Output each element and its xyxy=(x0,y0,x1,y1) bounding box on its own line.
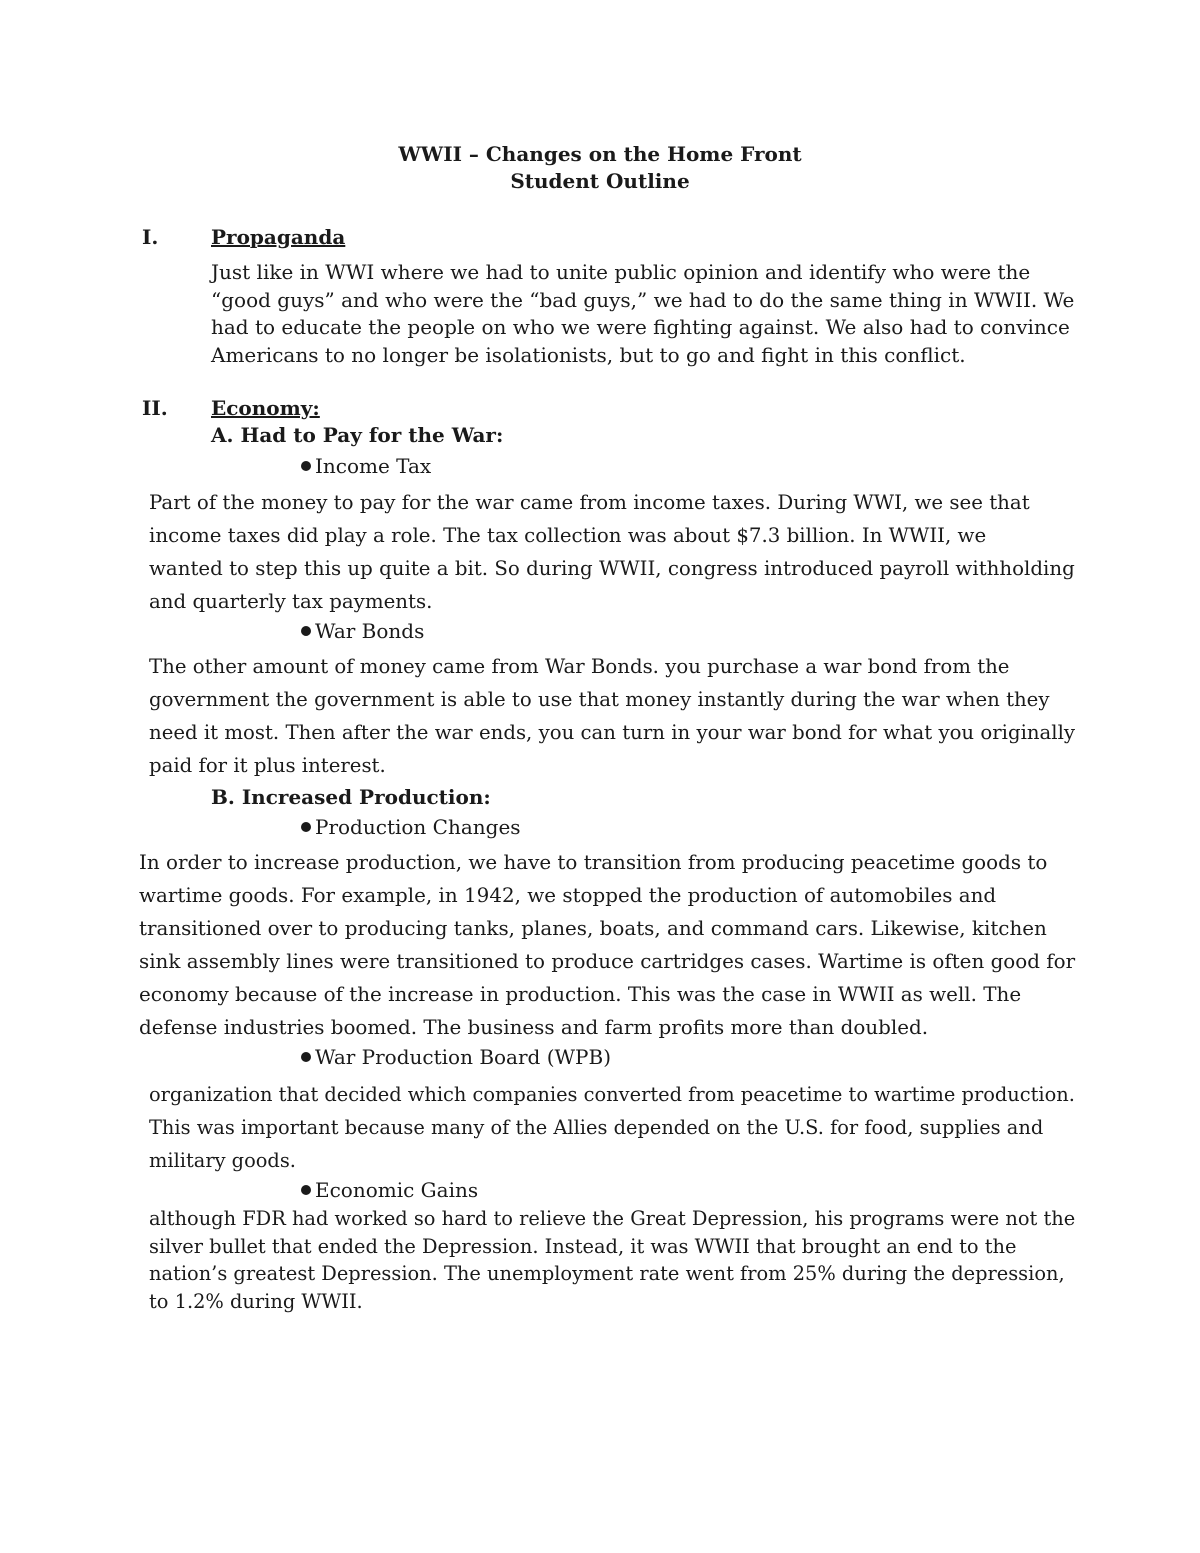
production-changes-paragraph xyxy=(139,846,1081,1044)
bullet-label: Income Tax xyxy=(315,454,432,478)
paragraph-line: nation’s greatest Depression. The unemployment rate went from 25% during the depression, xyxy=(149,1261,1065,1285)
bullet-label: Production Changes xyxy=(315,815,521,839)
paragraph-line: government the government is able to use that money instantly during the war when they xyxy=(149,687,1050,711)
war-production-board-paragraph xyxy=(149,1078,1105,1177)
document-title: WWII – Changes on the Home Front xyxy=(398,142,802,166)
paragraph-line: to 1.2% during WWII. xyxy=(149,1288,363,1313)
paragraph-line: defense industries boomed. The business and farm profits more than doubled. xyxy=(139,1015,929,1039)
paragraph-line: This was important because many of the Allies depended on the U.S. for food, supplies and xyxy=(149,1115,1044,1139)
bullet-icon xyxy=(301,461,311,471)
bullet-icon xyxy=(301,1052,311,1062)
propaganda-paragraph xyxy=(211,259,1074,369)
war-bonds-paragraph xyxy=(149,650,1089,782)
bullet-icon xyxy=(301,822,311,832)
economic-gains-paragraph xyxy=(149,1205,1105,1315)
paragraph-line: had to educate the people on who we were fighting against. We also had to convince xyxy=(211,315,1070,339)
paragraph-line: In order to increase production, we have to transition from producing peacetime goods to xyxy=(139,850,1048,874)
bullet-label: War Production Board (WPB) xyxy=(315,1045,612,1069)
document-subtitle: Student Outline xyxy=(510,169,690,193)
bullet-war-bonds xyxy=(301,619,424,643)
section-numeral-2: II. xyxy=(142,396,168,420)
paragraph-line: organization that decided which companies converted from peacetime to wartime production. xyxy=(149,1082,1075,1106)
section-heading-economy: Economy: xyxy=(211,396,320,420)
bullet-income-tax xyxy=(301,454,431,478)
paragraph-line: silver bullet that ended the Depression. Instead, it was WWII that brought an end to the xyxy=(149,1233,1017,1258)
income-tax-paragraph xyxy=(149,486,1085,618)
bullet-economic-gains xyxy=(301,1178,478,1202)
section-numeral-1: I. xyxy=(142,225,159,249)
section-heading-propaganda: Propaganda xyxy=(211,225,346,249)
paragraph-line: wanted to step this up quite a bit. So during WWII, congress introduced payroll withholding xyxy=(149,556,1075,580)
paragraph-line: wartime goods. For example, in 1942, we stopped the production of automobiles and xyxy=(139,883,997,907)
subheading-increased-production: B. Increased Production: xyxy=(211,785,491,809)
paragraph-line: paid for it plus interest. xyxy=(149,753,386,777)
paragraph-line: sink assembly lines were transitioned to produce cartridges cases. Wartime is often good for xyxy=(139,949,1076,973)
bullet-war-production-board xyxy=(301,1045,611,1069)
paragraph-line: Part of the money to pay for the war came from income taxes. During WWI, we see that xyxy=(149,490,1030,514)
paragraph-line: economy because of the increase in production. This was the case in WWII as well. The xyxy=(139,982,1022,1006)
paragraph-line: Just like in WWI where we had to unite public opinion and identify who were the xyxy=(211,260,1031,284)
paragraph-line: Americans to no longer be isolationists, but to go and fight in this conflict. xyxy=(211,342,966,367)
bullet-production-changes xyxy=(301,815,521,839)
paragraph-line: need it most. Then after the war ends, you can turn in your war bond for what you originally xyxy=(149,720,1076,744)
paragraph-line: although FDR had worked so hard to relieve the Great Depression, his programs were not the xyxy=(149,1206,1076,1230)
paragraph-line: and quarterly tax payments. xyxy=(149,589,433,613)
subheading-pay-for-war: A. Had to Pay for the War: xyxy=(211,423,504,447)
paragraph-line: transitioned over to producing tanks, planes, boats, and command cars. Likewise, kitchen xyxy=(139,916,1047,940)
paragraph-line: The other amount of money came from War Bonds. you purchase a war bond from the xyxy=(149,654,1010,678)
paragraph-line: “good guys” and who were the “bad guys,” we had to do the same thing in WWII. We xyxy=(211,287,1075,312)
bullet-icon xyxy=(301,626,311,636)
bullet-label: War Bonds xyxy=(315,619,425,643)
paragraph-line: income taxes did play a role. The tax collection was about $7.3 billion. In WWII, we xyxy=(149,523,987,547)
bullet-icon xyxy=(301,1185,311,1195)
bullet-label: Economic Gains xyxy=(315,1178,479,1202)
paragraph-line: military goods. xyxy=(149,1148,296,1172)
